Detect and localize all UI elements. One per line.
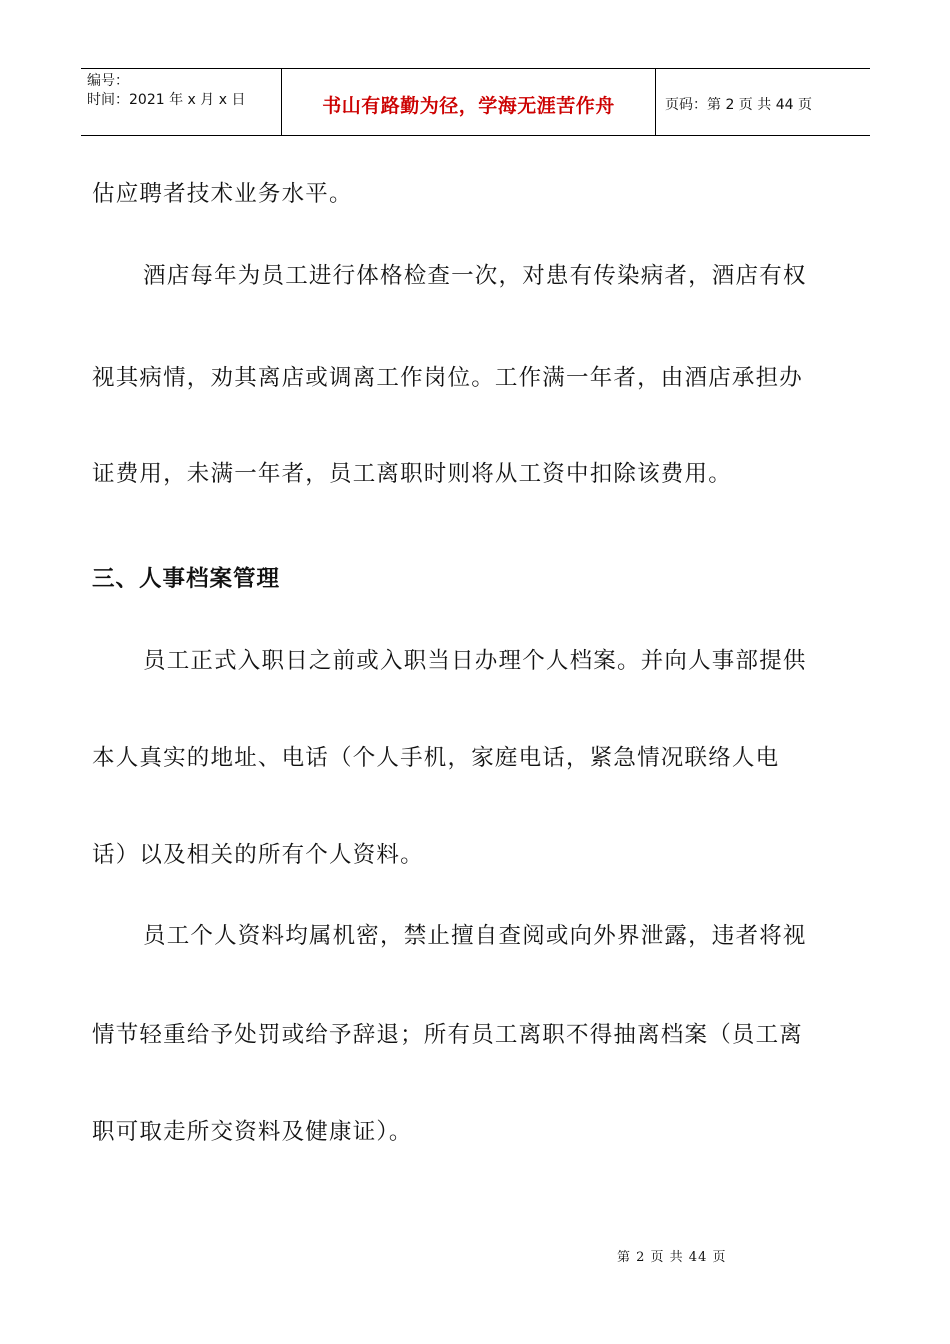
paragraph-line: 酒店每年为员工进行体格检查一次，对患有传染病者，酒店有权 — [143, 263, 807, 289]
paragraph-line: 视其病情，劝其离店或调离工作岗位。工作满一年者，由酒店承担办 — [92, 365, 804, 391]
paragraph-line: 本人真实的地址、电话（个人手机，家庭电话，紧急情况联络人电 — [92, 745, 780, 771]
header-motto: 书山有路勤为径，学海无涯苦作舟 — [282, 69, 656, 135]
paragraph-line: 职可取走所交资料及健康证）。 — [92, 1119, 413, 1145]
paragraph-line: 证费用，未满一年者，员工离职时则将从工资中扣除该费用。 — [92, 461, 732, 487]
header-meta — [81, 69, 282, 135]
paragraph-line: 估应聘者技术业务水平。 — [92, 181, 353, 207]
header-page-info: 页码：第 2 页 共 44 页 — [665, 97, 812, 113]
paragraph-line: 情节轻重给予处罚或给予辞退；所有员工离职不得抽离档案（员工离 — [92, 1022, 804, 1048]
document-header — [81, 68, 870, 136]
paragraph-line: 员工个人资料均属机密，禁止擅自查阅或向外界泄露，违者将视 — [143, 923, 807, 949]
paragraph-line: 员工正式入职日之前或入职当日办理个人档案。并向人事部提供 — [143, 648, 807, 674]
number-label: 编号： — [87, 73, 129, 89]
paragraph-line: 话）以及相关的所有个人资料。 — [92, 842, 424, 868]
time-label: 时间：2021 年 x 月 x 日 — [87, 92, 246, 108]
page-footer: 第 2 页 共 44 页 — [617, 1250, 727, 1265]
section-heading: 三、人事档案管理 — [92, 566, 281, 592]
